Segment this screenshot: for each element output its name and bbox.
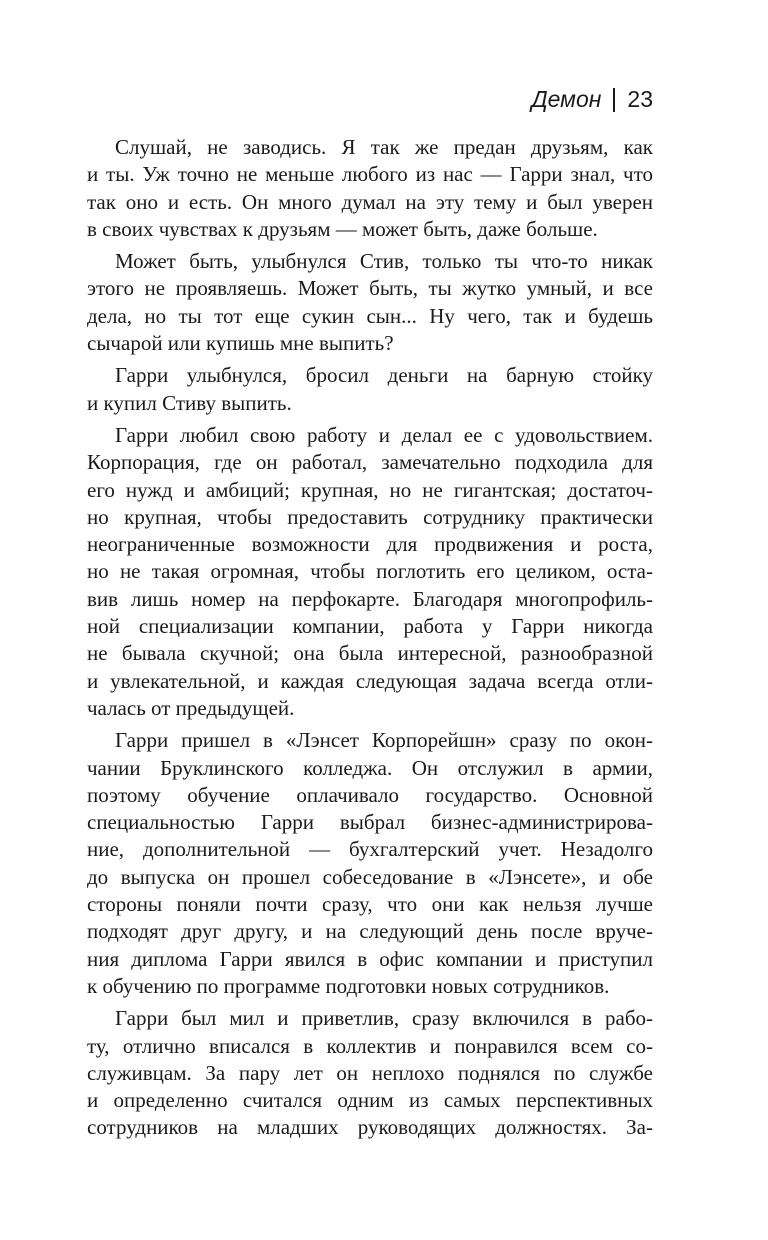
text-line: Гарри любил свою работу и делал ее с удовольствием. xyxy=(115,422,653,447)
text-line: ту, отлично вписался в коллектив и понравился всем со- xyxy=(87,1033,653,1058)
text-line: но крупная, чтобы предоставить сотруднику практически xyxy=(87,504,653,529)
text-line: специальностью Гарри выбрал бизнес-администрирова- xyxy=(87,810,653,835)
running-header xyxy=(531,86,653,113)
text-line: Корпорация, где он работал, замечательно подходила для xyxy=(87,450,653,475)
header-separator xyxy=(613,88,615,112)
text-line: чании Бруклинского колледжа. Он отслужил в армии, xyxy=(87,755,653,780)
text-line: стороны поняли почти сразу, что они как нельзя лучше xyxy=(87,892,653,917)
text-line: в своих чувствах к друзьям — может быть, даже больше. xyxy=(87,216,598,241)
text-line: служивцам. За пару лет он неплохо поднялся по службе xyxy=(87,1060,653,1085)
text-line: его нужд и амбиций; крупная, но не гигантская; достаточ- xyxy=(87,477,653,502)
text-line: подходят друг другу, и на следующий день после вруче- xyxy=(87,919,653,944)
running-header-title: Демон xyxy=(531,86,602,112)
paragraph xyxy=(87,422,653,722)
page-number: 23 xyxy=(627,86,653,112)
text-line: так оно и есть. Он много думал на эту тему и был уверен xyxy=(87,189,653,214)
text-line: неограниченные возможности для продвижения и роста, xyxy=(87,532,653,557)
text-line: ной специализации компании, работа у Гарри никогда xyxy=(87,614,653,639)
paragraph xyxy=(87,362,653,417)
text-line: но не такая огромная, чтобы поглотить его целиком, оста- xyxy=(87,559,653,584)
text-line: этого не проявляешь. Может быть, ты жутко умный, и все xyxy=(87,276,653,301)
text-line: чалась от предыдущей. xyxy=(87,695,295,720)
text-line: к обучению по программе подготовки новых сотрудников. xyxy=(87,973,610,998)
text-line: не бывала скучной; она была интересной, разнообразной xyxy=(87,641,653,666)
paragraph xyxy=(87,727,653,1000)
text-line: сычарой или купишь мне выпить? xyxy=(87,331,394,356)
text-line: Может быть, улыбнулся Стив, только ты что-то никак xyxy=(115,249,653,274)
text-line: и купил Стиву выпить. xyxy=(87,390,292,415)
text-line: вив лишь номер на перфокарте. Благодаря многопрофиль- xyxy=(87,586,653,611)
body-text xyxy=(87,134,653,1147)
text-line: до выпуска он прошел собеседование в «Лэнсете», и обе xyxy=(87,864,653,889)
text-line: Слушай, не заводись. Я так же предан друзьям, как xyxy=(115,135,653,159)
text-line: сотрудников на младших руководящих должностях. За- xyxy=(87,1115,653,1140)
text-line: ния диплома Гарри явился в офис компании и приступил xyxy=(87,946,653,971)
text-line: и ты. Уж точно не меньше любого из нас — Гарри знал, что xyxy=(87,162,653,187)
paragraph xyxy=(87,134,653,243)
text-line: Гарри улыбнулся, бросил деньги на барную стойку xyxy=(115,363,653,388)
text-line: и определенно считался одним из самых перспективных xyxy=(87,1088,653,1113)
text-line: дела, но ты тот еще сукин сын... Ну чего, так и будешь xyxy=(87,303,653,328)
text-line: Гарри был мил и приветлив, сразу включился в рабо- xyxy=(115,1006,653,1031)
text-line: и увлекательной, и каждая следующая задача всегда отли- xyxy=(87,668,653,693)
text-line: поэтому обучение оплачивало государство. Основной xyxy=(87,782,653,807)
paragraph xyxy=(87,1005,653,1141)
text-line: ние, дополнительной — бухгалтерский учет. Незадолго xyxy=(87,837,653,862)
paragraph xyxy=(87,248,653,357)
text-line: Гарри пришел в «Лэнсет Корпорейшн» сразу по окон- xyxy=(115,728,653,753)
